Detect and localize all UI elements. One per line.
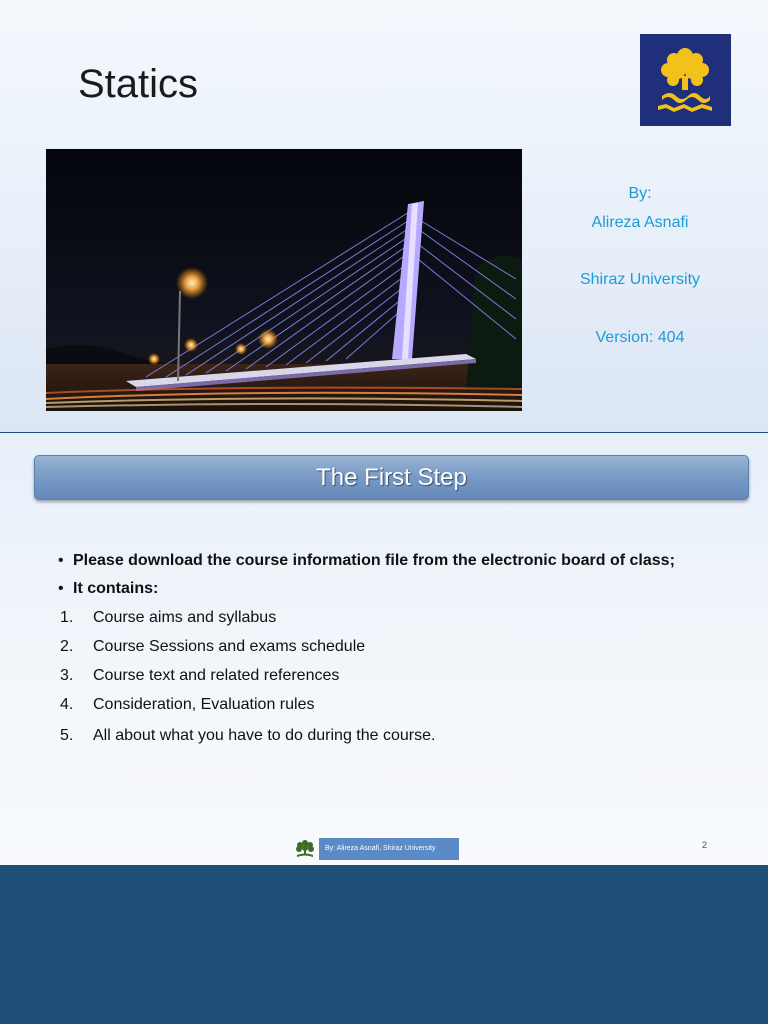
bullet-icon: • bbox=[58, 552, 64, 569]
author-name: Alireza Asnafi bbox=[591, 213, 689, 231]
footer-text: By: Alireza Asnafi, Shiraz University bbox=[319, 838, 459, 860]
slide-title: Statics bbox=[78, 62, 199, 106]
slide-content bbox=[58, 547, 738, 750]
numbered-item bbox=[58, 721, 738, 750]
slide-title: The First Step bbox=[316, 463, 467, 491]
page-number: 2 bbox=[702, 840, 708, 850]
university-logo-icon bbox=[294, 838, 316, 860]
item-number: 1. bbox=[60, 609, 74, 626]
numbered-item bbox=[58, 661, 738, 690]
slide-1 bbox=[0, 0, 768, 432]
item-number: 2. bbox=[60, 638, 74, 655]
bridge-photo bbox=[46, 149, 522, 411]
author-info bbox=[560, 180, 720, 353]
item-text: Course text and related references bbox=[93, 667, 340, 684]
item-number: 3. bbox=[60, 667, 74, 684]
item-text: All about what you have to do during the course. bbox=[93, 727, 436, 744]
bullet-text: Please download the course information file from the electronic board of class; bbox=[73, 552, 675, 569]
numbered-item bbox=[58, 690, 738, 719]
slide-title-bar bbox=[34, 455, 749, 500]
bullet-item bbox=[58, 575, 738, 603]
item-number: 5. bbox=[60, 727, 74, 744]
slide-2 bbox=[0, 433, 768, 865]
item-text: Course Sessions and exams schedule bbox=[93, 638, 366, 655]
item-text: Consideration, Evaluation rules bbox=[93, 696, 315, 713]
numbered-item bbox=[58, 632, 738, 661]
university-logo-icon bbox=[640, 34, 731, 126]
university-name: Shiraz University bbox=[579, 271, 701, 289]
by-label: By: bbox=[628, 185, 652, 202]
bullet-text: It contains: bbox=[73, 580, 159, 597]
bullet-icon: • bbox=[58, 580, 64, 597]
footer-badge bbox=[294, 838, 459, 860]
item-number: 4. bbox=[60, 696, 74, 713]
bullet-item bbox=[58, 547, 738, 575]
numbered-item bbox=[58, 603, 738, 632]
item-text: Course aims and syllabus bbox=[93, 609, 277, 626]
version-label: Version: 404 bbox=[595, 328, 685, 346]
